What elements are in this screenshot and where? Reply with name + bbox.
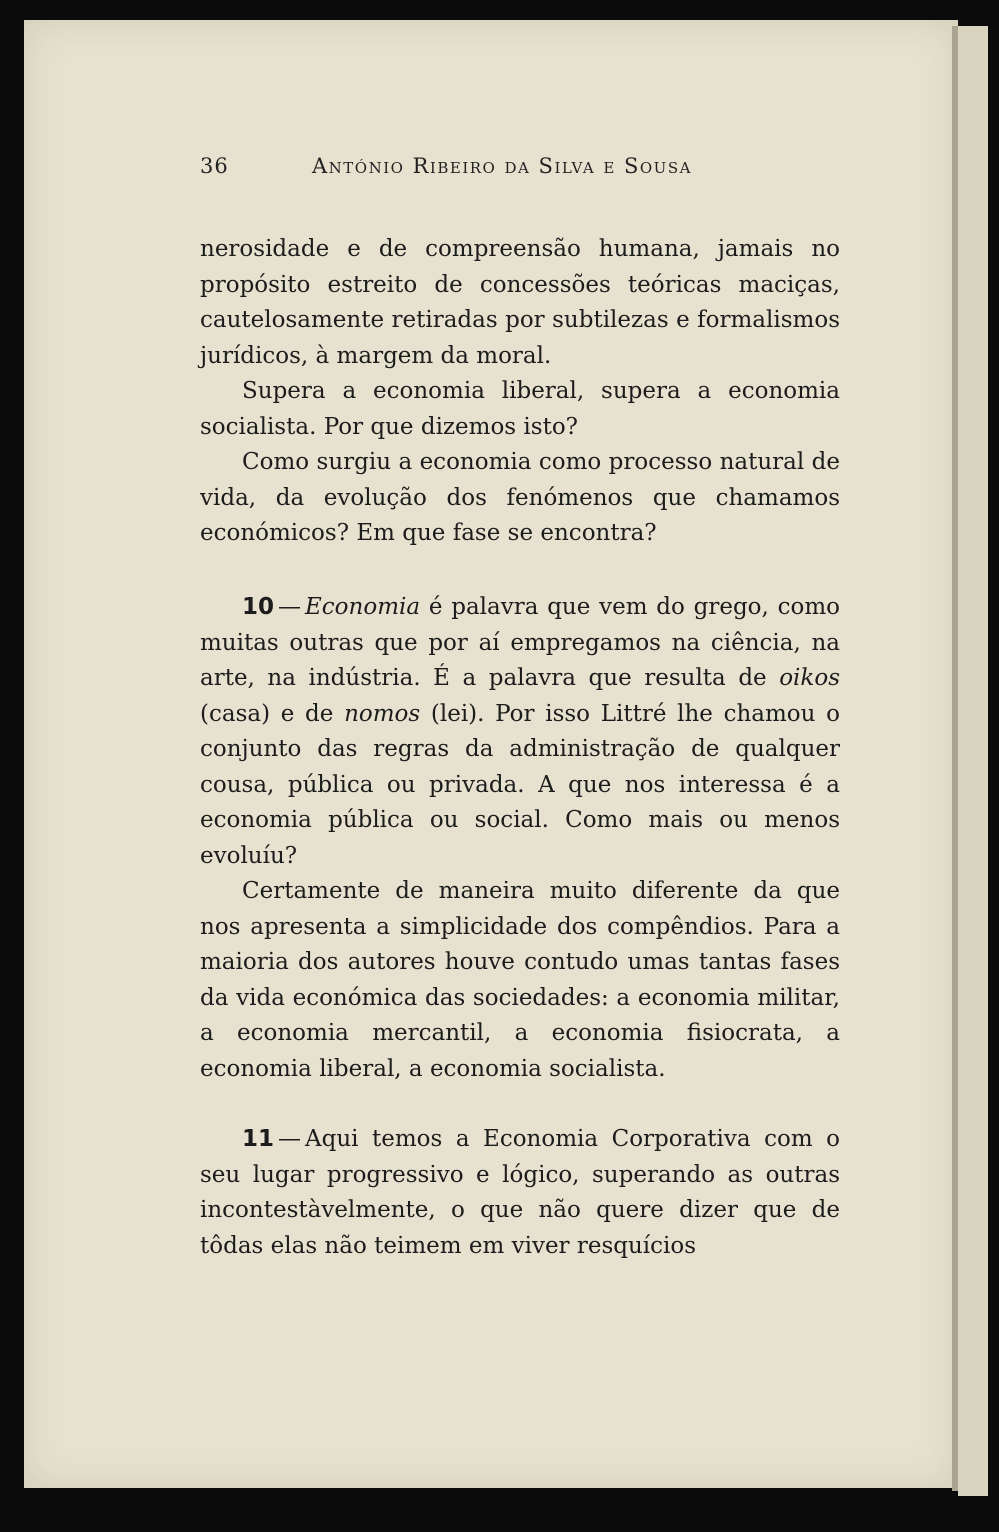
paragraph: Certamente de maneira muito diferente da que nos apresenta a simplicidade dos compêndios. Para a maioria dos autores houve contudo umas tantas fases da vida económica das sociedades: a economia militar, a economia mercantil, a economia fisiocrata, a economia liberal, a economia socialista. [200,878,840,1082]
section-dash: — [278,1126,302,1152]
paragraph-continuation: nerosidade e de compreensão humana, jamais no propósito estreito de concessões teóricas maciças, cautelosamente retiradas por subtilezas e formalismos jurídicos, à margem da moral. [200,236,840,369]
term-economia: Economia [305,594,421,620]
section-number: 11 [242,1126,275,1152]
paragraph: Supera a economia liberal, supera a economia socialista. Por que dizemos isto? [200,378,840,440]
term-nomos: nomos [344,700,421,727]
running-head: António Ribeiro da Silva e Sousa [312,154,692,178]
section-11-paragraph [200,1122,840,1264]
next-page-edge [958,26,988,1496]
paragraph-text: Aqui temos a Economia Corporativa com o seu lugar progressivo e lógico, superando as outras incontestàvelmente, o que não quere dizer que de tôdas elas não teimem em viver resquícios [200,1126,840,1259]
section-dash: — [278,594,302,620]
paragraph-text: (casa) e de [200,700,345,727]
continued-text-block [200,232,840,552]
section-number: 10 [242,594,275,620]
term-oikos: oikos [779,665,840,691]
paragraph-text: é palavra que vem do grego, como muitas outras que por aí empregamos na ciência, na arte, na indústria. É a palavra que resulta de [200,594,840,691]
page-number: 36 [200,154,229,178]
section-11 [200,1122,840,1264]
section-10-paragraph [200,590,840,874]
paragraph: Como surgiu a economia como processo natural de vida, da evolução dos fenómenos que chamamos económicos? Em que fase se encontra? [200,449,840,546]
section-10 [200,590,840,1087]
paragraph-text: (lei). Por isso Littré lhe chamou o conjunto das regras da administração de qualquer cousa, pública ou privada. A que nos interessa é a economia pública ou social. Como mais ou menos evoluíu? [200,700,840,869]
